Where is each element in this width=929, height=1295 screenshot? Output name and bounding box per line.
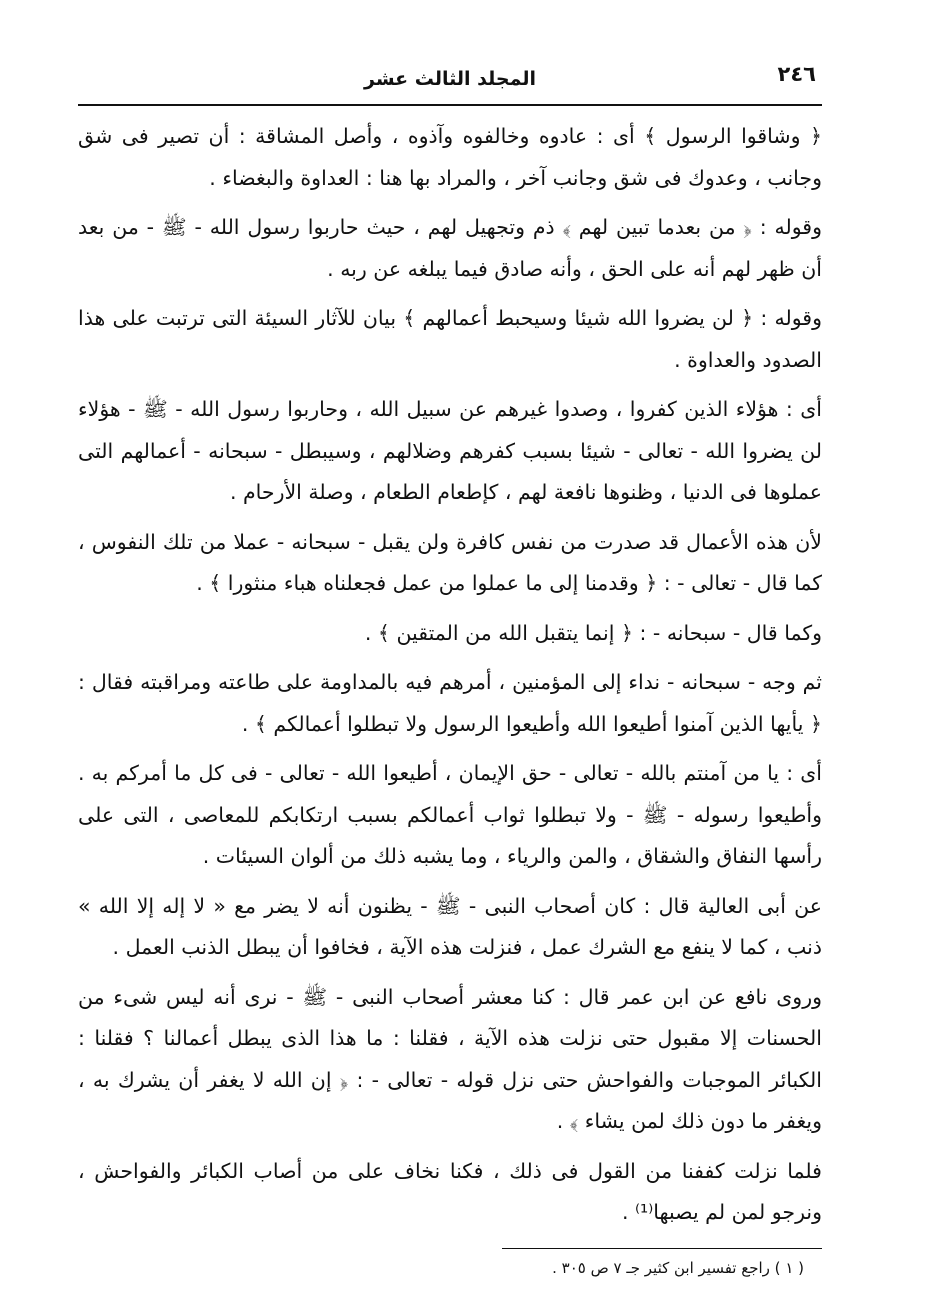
page-header <box>78 62 822 96</box>
paragraph: لأن هذه الأعمال قد صدرت من نفس كافرة ولن يقبل - سبحانه - عملا من تلك النفوس ، كما قال - تعالى - : ﴿ وقدمنا إلى ما عملوا من عمل فجعلناه هباء منثورا ﴾ . <box>78 529 822 595</box>
paragraph: ﴿ وشاقوا الرسول ﴾ أى : عادوه وخالفوه وآذوه ، وأصل المشاقة : أن تصير فى شق وجانب ، وعدوك فى شق وجانب آخر ، والمراد بها هنا : العداوة والبغضاء . <box>78 124 822 190</box>
footnote-rule <box>502 1248 822 1249</box>
book-page <box>78 62 822 1279</box>
paragraph: وقوله : ﴿ لن يضروا الله شيئا وسيحبط أعمالهم ﴾ بيان للآثار السيئة التى ترتبت على هذا الصدود والعداوة . <box>78 306 822 372</box>
paragraph: ثم وجه - سبحانه - نداء إلى المؤمنين ، أمرهم فيه بالمداومة على طاعته ومراقبته فقال : ﴿ يأيها الذين آمنوا أطيعوا الله وأطيعوا الرسول ولا تبطلوا أعمالكم ﴾ . <box>78 670 822 736</box>
header-rule <box>78 104 822 106</box>
paragraph: أى : هؤلاء الذين كفروا ، وصدوا غيرهم عن سبيل الله ، وحاربوا رسول الله - ﷺ - هؤلاء لن يضروا الله - تعالى - شيئا بسبب كفرهم وضلالهم ، وسيبطل - سبحانه - أعمالهم التى عملوها فى الدنيا ، وظنوها نافعة لهم ، كإطعام الطعام ، وصلة الأرحام . <box>78 397 822 504</box>
paragraph: وكما قال - سبحانه - : ﴿ إنما يتقبل الله من المتقين ﴾ . <box>364 620 822 645</box>
paragraph: أى : يا من آمنتم بالله - تعالى - حق الإيمان ، أطيعوا الله - تعالى - فى كل ما أمركم به . وأطيعوا رسوله - ﷺ - ولا تبطلوا ثواب أعمالكم بسبب ارتكابكم للمعاصى ، التى على رأسها النفاق والشقاق ، والمن والرياء ، وما يشبه ذلك من ألوان السيئات . <box>78 761 822 868</box>
paragraph: وروى نافع عن ابن عمر قال : كنا معشر أصحاب النبى - ﷺ - نرى أنه ليس شىء من الحسنات إلا مقبول حتى نزلت هذه الآية ، فقلنا : ما هذا الذى يبطل أعمالنا ؟ فقلنا : الكبائر الموجبات والفواحش حتى نزل قوله - تعالى - : ﴿ إن الله لا يغفر أن يشرك به ، ويغفر ما دون ذلك لمن يشاء ﴾ . <box>78 984 822 1133</box>
paragraph: فلما نزلت كففنا من القول فى ذلك ، فكنا نخاف على من أصاب الكبائر والفواحش ، ونرجو لمن لم يصبها⁽¹⁾ . <box>78 1158 822 1224</box>
footnote: ( ١ ) راجع تفسير ابن كثير جـ ٧ ص ٣٠٥ . <box>552 1258 804 1277</box>
volume-title: المجلد الثالث عشر <box>364 68 536 90</box>
paragraph: عن أبى العالية قال : كان أصحاب النبى - ﷺ - يظنون أنه لا يضر مع « لا إله إلا الله » ذنب ، كما لا ينفع مع الشرك عمل ، فنزلت هذه الآية ، فخافوا أن يبطل الذنب العمل . <box>78 893 822 959</box>
page-number: ٢٤٦ <box>777 62 816 86</box>
paragraph: وقوله : ﴿ من بعدما تبين لهم ﴾ ذم وتجهيل لهم ، حيث حاربوا رسول الله - ﷺ - من بعد أن ظهر لهم أنه على الحق ، وأنه صادق فيما يبلغه عن ربه . <box>78 215 822 281</box>
body-text <box>78 116 822 1234</box>
